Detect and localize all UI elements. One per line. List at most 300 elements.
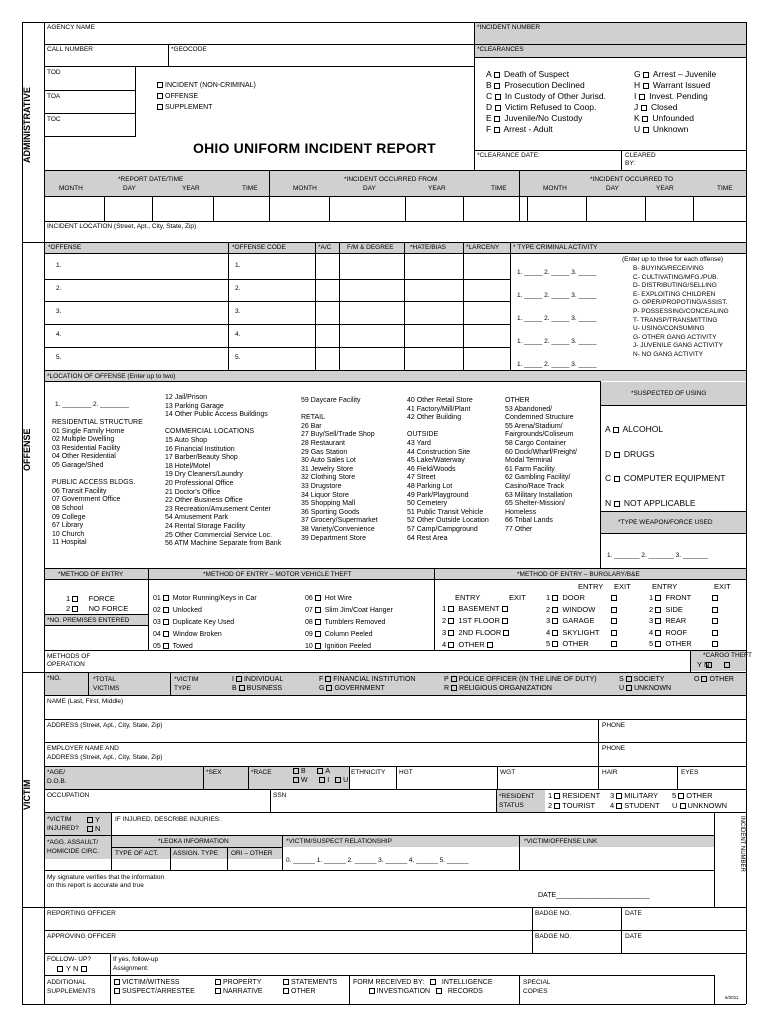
race-b-text: B <box>301 768 306 775</box>
follow-up-no-checkbox[interactable] <box>81 966 87 972</box>
option-checkbox[interactable] <box>163 607 169 613</box>
location-option: 01 Single Family Home <box>52 427 125 435</box>
location-option: 11 Hospital <box>52 539 87 547</box>
clearance-option-c[interactable] <box>486 91 606 102</box>
noncriminal-checkbox[interactable] <box>157 82 163 88</box>
section-label-administrative: ADMINISTRATIVE <box>22 87 32 163</box>
option-checkbox[interactable] <box>448 642 454 648</box>
mv-theft-option[interactable] <box>305 605 393 617</box>
exit-checkbox-2-4[interactable] <box>611 630 617 636</box>
year-label-2: YEAR <box>428 185 446 192</box>
exit-checkbox-2-1[interactable] <box>611 595 617 601</box>
option-checkbox[interactable] <box>552 607 558 613</box>
clearance-date-label: *CLEARANCE DATE: <box>477 152 540 159</box>
victim-type-option[interactable] <box>619 684 671 693</box>
burglary-option[interactable] <box>649 627 692 639</box>
using-checkbox[interactable] <box>614 452 620 458</box>
suspected-using-option[interactable] <box>605 417 725 442</box>
resident-checkbox[interactable] <box>680 803 686 809</box>
location-option: 64 Rest Area <box>407 534 448 542</box>
mv-theft-option[interactable] <box>153 629 257 641</box>
option-number: 10 <box>305 643 313 650</box>
offense-code-row-4[interactable]: 4. <box>235 331 241 338</box>
suspected-using-option[interactable] <box>605 466 725 491</box>
option-text: WINDOW <box>562 604 596 614</box>
activity-blanks-1[interactable]: 1. _____ 2. _____ 3. _____ <box>517 269 597 276</box>
victim-type-option[interactable] <box>619 675 671 684</box>
burglary-option[interactable] <box>649 615 692 627</box>
offense-code-row-5[interactable]: 5. <box>235 354 241 361</box>
location-option: Homeless <box>505 508 537 516</box>
offense-link-label: *VICTIM/OFFENSE LINK <box>524 838 598 845</box>
offense-row-4[interactable]: 4. <box>56 331 62 338</box>
burglary-option[interactable] <box>546 615 599 627</box>
race-i-text: I <box>327 777 330 784</box>
victim-type-checkbox[interactable] <box>701 676 707 682</box>
offense-code-row-2[interactable]: 2. <box>235 285 241 292</box>
location-option: 67 Library <box>52 522 84 530</box>
form-version: 6/2011 <box>725 995 739 1000</box>
clearance-option-d[interactable] <box>486 102 606 113</box>
resident-checkbox[interactable] <box>554 803 560 809</box>
relationship-blanks[interactable]: 0. ______ 1. ______ 2. ______ 3. ______ 4. ______ 5. ______ <box>286 857 469 864</box>
exit-label-2: EXIT <box>614 582 631 591</box>
using-checkbox[interactable] <box>613 427 619 433</box>
received-investigation[interactable] <box>353 987 493 996</box>
activity-code: G- OTHER GANG ACTIVITY <box>633 333 717 341</box>
clearance-text: Warrant Issued <box>652 80 711 90</box>
race-i-checkbox[interactable] <box>319 777 325 783</box>
exit-label-3: EXIT <box>714 582 731 591</box>
supp-narrative-checkbox[interactable] <box>215 988 221 994</box>
victim-type-checkbox[interactable] <box>626 676 632 682</box>
intelligence-checkbox[interactable] <box>430 979 436 985</box>
incident-location-field[interactable] <box>44 231 746 241</box>
supp-other[interactable] <box>283 987 337 996</box>
supp-narrative[interactable] <box>215 987 263 996</box>
clearance-option-g[interactable] <box>634 69 716 80</box>
clearance-checkbox[interactable] <box>639 94 645 100</box>
location-option: 09 College <box>52 513 86 521</box>
injured-yes-checkbox[interactable] <box>87 817 93 823</box>
race-u-text: U <box>343 777 349 784</box>
mv-theft-option[interactable] <box>153 641 257 653</box>
leoka-ori-other: ORI – OTHER <box>231 850 273 857</box>
location-option: 60 Dock/Wharf/Freight/ <box>505 448 577 456</box>
offense-row-3[interactable]: 3. <box>56 308 62 315</box>
option-text: ROOF <box>665 627 688 637</box>
option-checkbox[interactable] <box>552 630 558 636</box>
supp-property[interactable] <box>215 978 263 987</box>
location-option: 05 Garage/Shed <box>52 461 104 469</box>
option-checkbox[interactable] <box>163 643 169 649</box>
page-title: OHIO UNIFORM INCIDENT REPORT <box>193 140 436 156</box>
signature-label-2: on this report is accurate and true <box>47 882 144 889</box>
month-label-3: MONTH <box>543 185 567 192</box>
option-checkbox[interactable] <box>163 631 169 637</box>
clearance-text: Death of Suspect <box>503 69 570 79</box>
offense-checkbox[interactable] <box>157 93 163 99</box>
clearance-checkbox[interactable] <box>641 105 647 111</box>
geocode-label: *GEOCODE <box>171 46 207 53</box>
burglary-option[interactable] <box>442 615 511 627</box>
option-checkbox[interactable] <box>552 641 558 647</box>
race-w[interactable] <box>293 776 348 785</box>
exit-checkbox[interactable] <box>502 606 508 612</box>
location-option: 31 Jewelry Store <box>301 465 354 473</box>
time-label-2: TIME <box>491 185 507 192</box>
activity-blanks-3[interactable]: 1. _____ 2. _____ 3. _____ <box>517 315 597 322</box>
offense-code-row-1[interactable]: 1. <box>235 262 241 269</box>
clearance-option-h[interactable] <box>634 80 716 91</box>
option-number: 3 <box>546 616 551 625</box>
location-option: 49 Park/Playground <box>407 491 469 499</box>
option-checkbox[interactable] <box>315 607 321 613</box>
activity-blanks-2[interactable]: 1. _____ 2. _____ 3. _____ <box>517 292 597 299</box>
clearance-checkbox[interactable] <box>642 116 648 122</box>
supp-victim-witness-checkbox[interactable] <box>114 979 120 985</box>
clearance-option-f[interactable] <box>486 124 606 135</box>
supp-other-checkbox[interactable] <box>283 988 289 994</box>
dob-label: D.O.B. <box>47 778 67 785</box>
clearance-checkbox[interactable] <box>643 127 649 133</box>
location-option <box>165 420 281 429</box>
mv-theft-option[interactable] <box>305 593 393 605</box>
victim-type-checkbox[interactable] <box>451 685 457 691</box>
resident-status-option[interactable] <box>610 801 672 811</box>
offense-row-5[interactable]: 5. <box>56 354 62 361</box>
victim-type-text: OTHER <box>709 676 734 683</box>
clearance-option-u[interactable] <box>634 124 716 135</box>
supp-suspect-arrestee[interactable] <box>114 987 195 996</box>
activity-code: P- POSSESSING/CONCEALING <box>633 307 729 315</box>
signature-date[interactable]: DATE________________________ <box>538 892 650 899</box>
no-force-checkbox[interactable] <box>72 606 78 612</box>
option-checkbox[interactable] <box>448 618 454 624</box>
location-option: 35 Shopping Mall <box>301 500 356 508</box>
option-text: 1ST FLOOR <box>458 616 500 625</box>
burglary-option[interactable] <box>546 604 599 616</box>
race-u-checkbox[interactable] <box>335 777 341 783</box>
offense-code-row-3[interactable]: 3. <box>235 308 241 315</box>
clearance-checkbox[interactable] <box>643 83 649 89</box>
exit-checkbox-3-1[interactable] <box>712 595 718 601</box>
option-checkbox[interactable] <box>655 641 661 647</box>
victim-type-text: SOCIETY <box>633 676 665 683</box>
incident-type-offense[interactable] <box>157 91 256 102</box>
exit-checkbox[interactable] <box>487 642 493 648</box>
location-option: 59 Daycare Facility <box>301 397 361 404</box>
supp-statements[interactable] <box>283 978 337 987</box>
using-text: NOT APPLICABLE <box>623 497 696 508</box>
hate-bias-header: *HATE/BIAS <box>410 244 447 251</box>
clearance-option-a[interactable] <box>486 69 606 80</box>
location-option: 30 Auto Sales Lot <box>301 457 356 465</box>
victim-type-checkbox[interactable] <box>236 676 242 682</box>
resident-status-option[interactable] <box>548 791 610 801</box>
clearance-checkbox[interactable] <box>494 72 500 78</box>
cargo-no-checkbox[interactable] <box>724 662 730 668</box>
option-checkbox[interactable] <box>655 607 661 613</box>
date-input-cells[interactable] <box>44 196 746 221</box>
incident-type-noncriminal[interactable] <box>157 80 256 91</box>
suspected-using-option[interactable] <box>605 442 725 467</box>
burglary-option[interactable] <box>649 604 692 616</box>
occupation-label: OCCUPATION <box>47 792 90 799</box>
using-code: A <box>605 424 611 434</box>
force-option[interactable] <box>66 594 128 604</box>
investigation-checkbox[interactable] <box>369 988 375 994</box>
location-option: 55 Arena/Stadium/ <box>505 422 563 430</box>
race-w-checkbox[interactable] <box>293 777 299 783</box>
exit-checkbox-2-2[interactable] <box>611 607 617 613</box>
victim-type-option[interactable] <box>694 675 734 684</box>
location-option: RETAIL <box>301 414 325 422</box>
investigation-text: INVESTIGATION <box>376 988 431 995</box>
clearance-option-b[interactable] <box>486 80 606 91</box>
resident-status-option[interactable] <box>672 801 732 811</box>
clearance-option-k[interactable] <box>634 113 716 124</box>
method-entry-label: *METHOD OF ENTRY <box>58 571 124 578</box>
offense-row-2[interactable]: 2. <box>56 285 62 292</box>
location-option: 25 Other Commercial Service Loc. <box>165 531 272 539</box>
ethnicity-label: ETHNICITY <box>351 769 386 776</box>
burglary-option[interactable] <box>546 592 599 604</box>
activity-code: B- BUYING/RECEIVING <box>633 265 704 272</box>
exit-checkbox-3-3[interactable] <box>712 618 718 624</box>
location-option: 07 Government Office <box>52 496 121 504</box>
victim-type-option[interactable] <box>232 684 283 693</box>
victim-type-checkbox[interactable] <box>325 676 331 682</box>
no-force-option[interactable] <box>66 604 128 614</box>
mv-theft-option[interactable] <box>305 641 393 653</box>
exit-checkbox-3-2[interactable] <box>712 607 718 613</box>
sex-label: *SEX <box>206 769 222 776</box>
using-checkbox[interactable] <box>614 476 620 482</box>
option-number: 3 <box>442 628 447 637</box>
follow-up-yn[interactable]: Y N <box>66 964 79 973</box>
location-option: 46 Field/Woods <box>407 465 456 473</box>
burglary-option[interactable] <box>649 638 692 650</box>
option-number: 1 <box>546 593 551 602</box>
leoka-type-act: TYPE OF ACT. <box>115 850 159 857</box>
option-checkbox[interactable] <box>315 595 321 601</box>
leoka-assign-type: ASSIGN. TYPE <box>173 850 219 857</box>
activity-blanks-5[interactable]: 1. _____ 2. _____ 3. _____ <box>517 361 597 368</box>
exit-checkbox-3-5[interactable] <box>712 641 718 647</box>
resident-status-option[interactable] <box>610 791 672 801</box>
location-option: 77 Other <box>505 525 533 533</box>
clearance-checkbox[interactable] <box>494 83 500 89</box>
mv-theft-option[interactable] <box>305 629 393 641</box>
resident-checkbox[interactable] <box>616 793 622 799</box>
offense-row-1[interactable]: 1. <box>56 262 62 269</box>
injured-yes[interactable] <box>87 815 100 824</box>
option-checkbox[interactable] <box>448 606 454 612</box>
date-label-2: DATE <box>625 933 642 940</box>
clearance-checkbox[interactable] <box>494 127 500 133</box>
supp-property-checkbox[interactable] <box>215 979 221 985</box>
location-option: 27 Buy/Sell/Trade Shop <box>301 431 375 439</box>
resident-status-option[interactable] <box>672 791 732 801</box>
location-option: 62 Gambling Facility/ <box>505 474 571 482</box>
option-number: 07 <box>305 607 313 614</box>
clearance-text: Unknown <box>652 124 689 134</box>
activity-blanks-4[interactable]: 1. _____ 2. _____ 3. _____ <box>517 338 597 345</box>
special-label: SPECIAL <box>523 979 551 986</box>
resident-checkbox[interactable] <box>678 793 684 799</box>
option-checkbox[interactable] <box>655 630 661 636</box>
mv-theft-option[interactable] <box>153 593 257 605</box>
incident-number-side-label: INCIDENT NUMBER <box>739 816 745 872</box>
burglary-option[interactable] <box>649 592 692 604</box>
option-checkbox[interactable] <box>163 595 169 601</box>
incident-type-supplement[interactable] <box>157 102 256 113</box>
location-option: 57 Camp/Campground <box>407 525 478 533</box>
clearance-checkbox[interactable] <box>494 116 500 122</box>
victim-type-checkbox[interactable] <box>326 685 332 691</box>
cargo-theft-yn[interactable]: Y N <box>697 660 710 669</box>
exit-checkbox[interactable] <box>502 618 508 624</box>
option-number: 02 <box>153 607 161 614</box>
records-checkbox[interactable] <box>436 988 442 994</box>
victim-type-checkbox[interactable] <box>239 685 245 691</box>
option-checkbox[interactable] <box>552 618 558 624</box>
victim-type-option[interactable] <box>232 675 283 684</box>
exit-checkbox[interactable] <box>503 630 509 636</box>
victim-type-code: U <box>619 685 625 692</box>
resident-text: UNKNOWN <box>687 800 728 810</box>
option-number: 05 <box>153 643 161 650</box>
resident-checkbox[interactable] <box>616 803 622 809</box>
location-option: 19 Dry Cleaners/Laundry <box>165 471 243 479</box>
victim-type-option[interactable] <box>444 684 597 693</box>
clearance-checkbox[interactable] <box>495 94 501 100</box>
supp-statements-checkbox[interactable] <box>283 979 289 985</box>
option-text: Slim Jim/Coat Hanger <box>324 607 393 614</box>
option-text: 2ND FLOOR <box>458 628 502 637</box>
victim-type-code: B <box>232 685 237 692</box>
location-option: 03 Residential Facility <box>52 444 121 452</box>
burglary-option[interactable] <box>442 627 511 639</box>
location-option: 20 Professional Office <box>165 479 234 487</box>
exit-checkbox-2-3[interactable] <box>611 618 617 624</box>
report-datetime-label: *REPORT DATE/TIME <box>118 176 184 183</box>
supp-suspect-arrestee-checkbox[interactable] <box>114 988 120 994</box>
location-option: 15 Auto Shop <box>165 436 208 444</box>
race-b[interactable] <box>293 767 348 776</box>
location-option: 13 Parking Garage <box>165 402 224 410</box>
option-checkbox[interactable] <box>163 619 169 625</box>
resident-status-label: *RESIDENT STATUS <box>499 793 535 809</box>
follow-up-yes-checkbox[interactable] <box>57 966 63 972</box>
location-option <box>301 406 378 415</box>
location-option: 37 Grocery/Supermarket <box>301 517 378 525</box>
clearance-text: Invest. Pending <box>649 91 708 101</box>
location-option: 58 Cargo Container <box>505 439 567 447</box>
resident-checkbox[interactable] <box>554 793 560 799</box>
location-option: 32 Clothing Store <box>301 474 356 482</box>
location-option: 38 Variety/Convenience <box>301 525 375 533</box>
resident-text: RESIDENT <box>562 791 601 800</box>
call-number-label: CALL NUMBER <box>47 46 93 53</box>
resident-status-option[interactable] <box>548 801 610 811</box>
burglary-option[interactable] <box>442 603 511 615</box>
victim-type-checkbox[interactable] <box>451 676 457 682</box>
location-option: 34 Liquor Store <box>301 491 349 499</box>
burglary-option[interactable] <box>546 627 599 639</box>
resident-n: 2 <box>548 800 553 810</box>
mv-theft-option[interactable] <box>305 617 393 629</box>
injured-no[interactable] <box>87 824 100 833</box>
option-number: 4 <box>649 627 654 637</box>
supp-victim-witness[interactable] <box>114 978 195 987</box>
clearance-option-i[interactable] <box>634 91 716 102</box>
location-option: 14 Other Public Access Buildings <box>165 411 268 419</box>
mv-theft-option[interactable] <box>153 617 257 629</box>
option-checkbox[interactable] <box>655 618 661 624</box>
no-force-n: 2 <box>66 604 71 613</box>
activity-code: D- DISTRIBUTING/SELLING <box>633 282 717 290</box>
victim-type-option[interactable] <box>319 675 415 684</box>
option-text: Towed <box>172 643 193 650</box>
option-number: 08 <box>305 619 313 626</box>
option-checkbox[interactable] <box>315 619 321 625</box>
race-a-checkbox[interactable] <box>317 768 323 774</box>
victim-type-checkbox[interactable] <box>626 685 632 691</box>
assignment-label: Assignment: <box>113 965 149 972</box>
option-checkbox[interactable] <box>448 630 454 636</box>
exit-checkbox-2-5[interactable] <box>611 641 617 647</box>
using-checkbox[interactable] <box>614 501 620 507</box>
option-checkbox[interactable] <box>315 631 321 637</box>
victim-type-option[interactable] <box>444 675 597 684</box>
location-option: 66 Tribal Lands <box>505 517 553 525</box>
clearance-checkbox[interactable] <box>495 105 501 111</box>
location-option <box>52 471 143 480</box>
injured-no-checkbox[interactable] <box>87 826 93 832</box>
burglary-option[interactable] <box>546 638 599 650</box>
entry-label-2: ENTRY <box>578 582 604 591</box>
option-checkbox[interactable] <box>655 595 661 601</box>
mv-theft-option[interactable] <box>153 605 257 617</box>
injured-no-text: N <box>95 824 101 833</box>
clearance-code: B <box>486 80 492 90</box>
option-text: FRONT <box>665 593 692 602</box>
victim-type-text: POLICE OFFICER (IN THE LINE OF DUTY) <box>458 676 597 683</box>
force-checkbox[interactable] <box>72 596 78 602</box>
option-checkbox[interactable] <box>552 595 558 601</box>
victim-type-option[interactable] <box>319 684 415 693</box>
cargo-yes-checkbox[interactable] <box>706 662 712 668</box>
location-blanks[interactable]: 1. ________ 2. ________ <box>55 401 130 408</box>
supplement-checkbox[interactable] <box>157 104 163 110</box>
resident-status-row <box>548 791 732 801</box>
weapon-blanks[interactable]: 1. _______ 2. _______ 3. _______ <box>607 552 709 559</box>
hair-label: HAIR <box>602 769 618 776</box>
location-option: 17 Barber/Beauty Shop <box>165 454 238 462</box>
location-option <box>407 423 489 432</box>
clearance-option-j[interactable] <box>634 102 716 113</box>
race-b-checkbox[interactable] <box>293 768 299 774</box>
option-checkbox[interactable] <box>315 643 321 649</box>
location-option: 42 Other Building <box>407 414 462 422</box>
exit-checkbox-3-4[interactable] <box>712 630 718 636</box>
force-n: 1 <box>66 594 71 603</box>
clearance-checkbox[interactable] <box>643 72 649 78</box>
clearance-option-e[interactable] <box>486 113 606 124</box>
supp-suspect-arrestee-text: SUSPECT/ARRESTEE <box>122 988 195 995</box>
